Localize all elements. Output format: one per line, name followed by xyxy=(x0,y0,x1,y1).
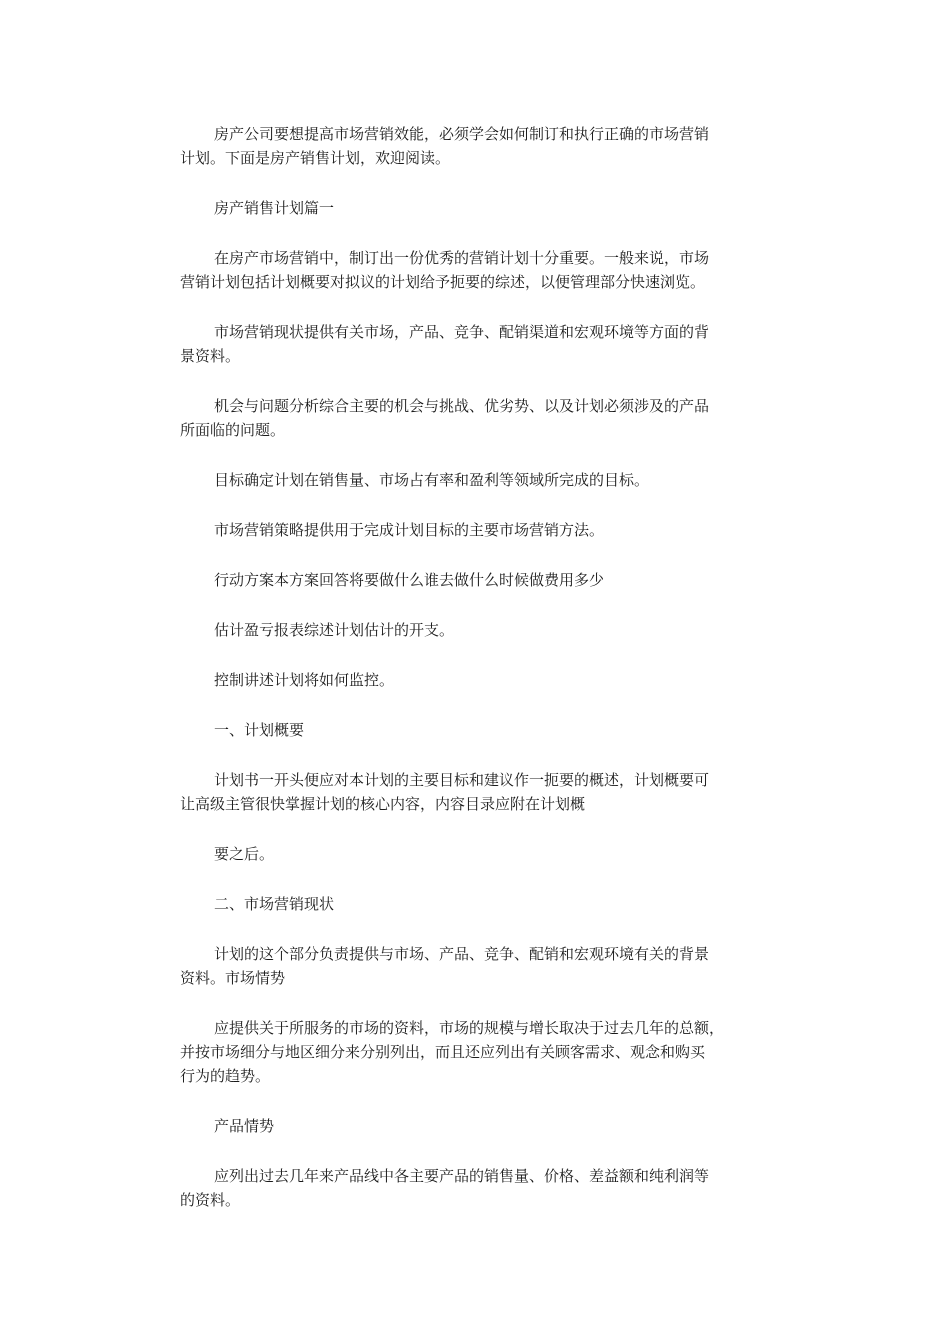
paragraph xyxy=(180,1016,780,1088)
text-line: 目标确定计划在销售量、市场占有率和盈利等领域所完成的目标。 xyxy=(214,471,650,489)
paragraph xyxy=(180,768,780,816)
paragraph xyxy=(180,518,780,542)
paragraph xyxy=(180,1164,780,1212)
text-line: 景资料。 xyxy=(180,347,241,365)
text-line: 市场营销策略提供用于完成计划目标的主要市场营销方法。 xyxy=(214,521,605,539)
text-line: 二、市场营销现状 xyxy=(214,895,335,913)
text-line: 让高级主管很快掌握计划的核心内容，内容目录应附在计划概 xyxy=(180,795,586,813)
section-heading-market-status xyxy=(180,892,780,916)
text-line: 市场营销现状提供有关市场，产品、竞争、配销渠道和宏观环境等方面的背 xyxy=(214,323,710,341)
subheading-product-situation xyxy=(180,1114,780,1138)
text-line: 计划的这个部分负责提供与市场、产品、竞争、配销和宏观环境有关的背景 xyxy=(214,945,710,963)
paragraph xyxy=(180,468,780,492)
paragraph xyxy=(180,568,780,592)
paragraph xyxy=(180,668,780,692)
text-line: 的资料。 xyxy=(180,1191,241,1209)
text-line: 应提供关于所服务的市场的资料，市场的规模与增长取决于过去几年的总额， xyxy=(214,1019,725,1037)
paragraph-intro xyxy=(180,122,780,170)
text-line: 估计盈亏报表综述计划估计的开支。 xyxy=(214,621,455,639)
text-line: 控制讲述计划将如何监控。 xyxy=(214,671,395,689)
section-heading-part-one xyxy=(180,196,780,220)
text-line: 行为的趋势。 xyxy=(180,1067,271,1085)
paragraph xyxy=(180,394,780,442)
text-line: 行动方案本方案回答将要做什么谁去做什么时候做费用多少 xyxy=(214,571,605,589)
text-line: 房产销售计划篇一 xyxy=(214,199,335,217)
text-line: 应列出过去几年来产品线中各主要产品的销售量、价格、差益额和纯利润等 xyxy=(214,1167,710,1185)
text-line: 计划书一开头便应对本计划的主要目标和建议作一扼要的概述，计划概要可 xyxy=(214,771,710,789)
text-line: 并按市场细分与地区细分来分别列出，而且还应列出有关顾客需求、观念和购买 xyxy=(180,1043,706,1061)
section-heading-summary xyxy=(180,718,780,742)
paragraph xyxy=(180,246,780,294)
text-line: 在房产市场营销中，制订出一份优秀的营销计划十分重要。一般来说，市场 xyxy=(214,249,710,267)
document-body xyxy=(180,122,780,1238)
text-line: 计划。下面是房产销售计划，欢迎阅读。 xyxy=(180,149,451,167)
paragraph xyxy=(180,618,780,642)
text-line: 产品情势 xyxy=(214,1117,275,1135)
paragraph xyxy=(180,842,780,866)
text-line: 营销计划包括计划概要对拟议的计划给予扼要的综述，以便管理部分快速浏览。 xyxy=(180,273,706,291)
text-line: 一、计划概要 xyxy=(214,721,305,739)
text-line: 机会与问题分析综合主要的机会与挑战、优劣势、以及计划必须涉及的产品 xyxy=(214,397,710,415)
text-line: 房产公司要想提高市场营销效能，必须学会如何制订和执行正确的市场营销 xyxy=(214,125,710,143)
paragraph xyxy=(180,942,780,990)
text-line: 资料。市场情势 xyxy=(180,969,286,987)
paragraph xyxy=(180,320,780,368)
text-line: 要之后。 xyxy=(214,845,275,863)
text-line: 所面临的问题。 xyxy=(180,421,286,439)
